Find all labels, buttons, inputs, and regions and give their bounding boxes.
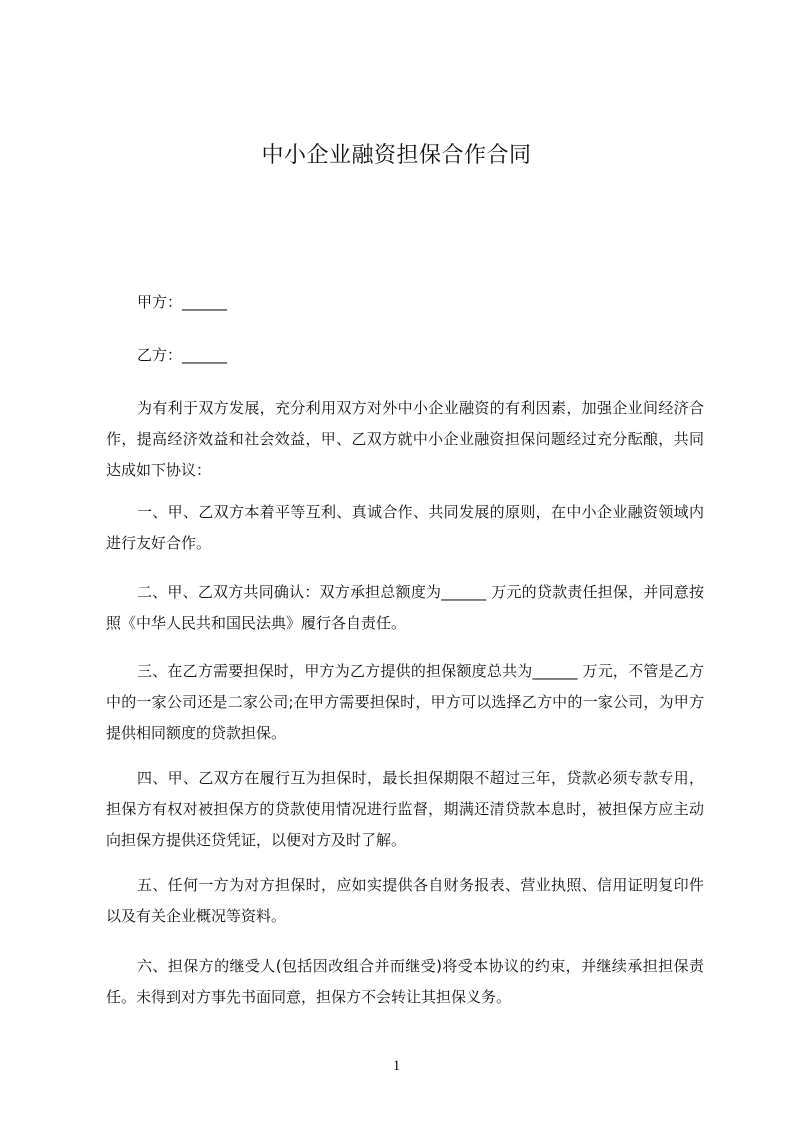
preamble-paragraph: 为有利于双方发展，充分利用双方对外中小企业融资的有利因素，加强企业间经济合作，提高经济效益和社会效益，甲、乙双方就中小企业融资担保问题经过充分酝酿，共同达成如下协议： [106, 399, 704, 479]
party-b-line: 乙方：______ [137, 346, 228, 364]
clause-1-paragraph: 一、甲、乙双方本着平等互利、真诚合作、共同发展的原则，在中小企业融资领域内进行友好合作。 [106, 503, 704, 552]
clause-4-paragraph: 四、甲、乙双方在履行互为担保时，最长担保期限不超过三年，贷款必须专款专用，担保方有权对被担保方的贷款使用情况进行监督，期满还清贷款本息时，被担保方应主动向担保方提供还贷凭证，以便对方及时了解。 [106, 769, 704, 849]
party-a-line: 甲方：______ [137, 293, 228, 311]
clause-2-paragraph: 二、甲、乙双方共同确认：双方承担总额度为______ 万元的贷款责任担保，并同意按照《中华人民共和国民法典》履行各自责任。 [106, 583, 704, 632]
page-title: 中小企业融资担保合作合同 [261, 143, 532, 168]
clause-6-paragraph: 六、担保方的继受人(包括因改组合并而继受)将受本协议的约束，并继续承担担保责任。未得到对方事先书面同意，担保方不会转让其担保义务。 [106, 957, 704, 1006]
page-number: 1 [392, 1058, 401, 1074]
clause-3-paragraph: 三、在乙方需要担保时，甲方为乙方提供的担保额度总共为______ 万元，不管是乙方中的一家公司还是二家公司;在甲方需要担保时，甲方可以选择乙方中的一家公司，为甲方提供相同额度的贷款担保。 [106, 662, 704, 742]
clause-5-paragraph: 五、任何一方为对方担保时，应如实提供各自财务报表、营业执照、信用证明复印件以及有关企业概况等资料。 [106, 876, 704, 925]
